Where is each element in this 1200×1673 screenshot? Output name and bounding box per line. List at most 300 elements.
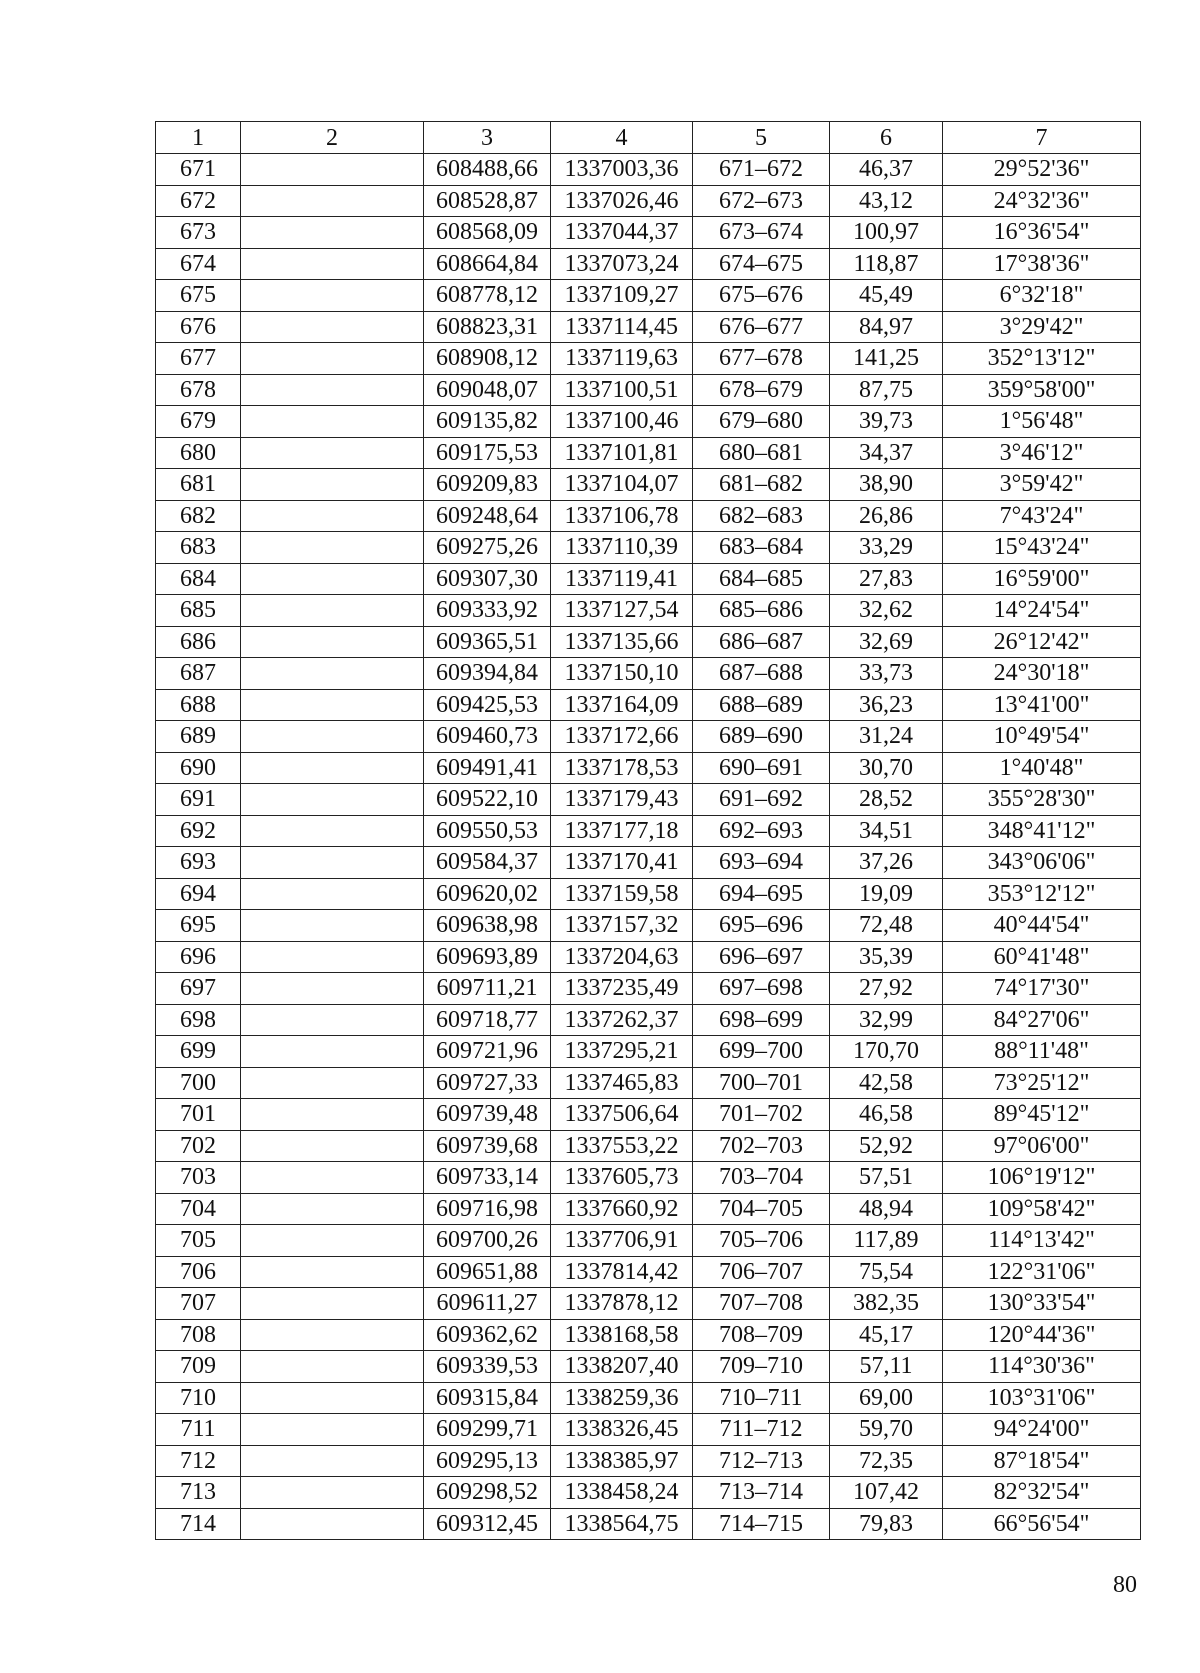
- cell-segment: 679–680: [693, 406, 830, 438]
- cell-col-2: [241, 1477, 424, 1509]
- cell-segment: 706–707: [693, 1256, 830, 1288]
- cell-y-coordinate: 1337178,53: [551, 752, 693, 784]
- cell-x-coordinate: 608823,31: [424, 311, 551, 343]
- table-body: [156, 154, 1141, 1540]
- cell-bearing: 130°33'54": [943, 1288, 1141, 1320]
- cell-bearing: 343°06'06": [943, 847, 1141, 879]
- cell-bearing: 26°12'42": [943, 626, 1141, 658]
- cell-point-number: 682: [156, 500, 241, 532]
- cell-col-2: [241, 217, 424, 249]
- cell-bearing: 103°31'06": [943, 1382, 1141, 1414]
- cell-length: 382,35: [830, 1288, 943, 1320]
- cell-segment: 674–675: [693, 248, 830, 280]
- cell-point-number: 710: [156, 1382, 241, 1414]
- cell-segment: 714–715: [693, 1508, 830, 1540]
- cell-col-2: [241, 469, 424, 501]
- cell-x-coordinate: 609275,26: [424, 532, 551, 564]
- cell-segment: 712–713: [693, 1445, 830, 1477]
- table-row: [156, 217, 1141, 249]
- cell-col-2: [241, 437, 424, 469]
- header-col-7: 7: [943, 122, 1141, 154]
- table-row: [156, 1162, 1141, 1194]
- cell-bearing: 66°56'54": [943, 1508, 1141, 1540]
- cell-segment: 705–706: [693, 1225, 830, 1257]
- cell-y-coordinate: 1337262,37: [551, 1004, 693, 1036]
- cell-y-coordinate: 1337026,46: [551, 185, 693, 217]
- cell-bearing: 17°38'36": [943, 248, 1141, 280]
- cell-length: 31,24: [830, 721, 943, 753]
- cell-point-number: 684: [156, 563, 241, 595]
- cell-x-coordinate: 609700,26: [424, 1225, 551, 1257]
- cell-col-2: [241, 374, 424, 406]
- cell-segment: 707–708: [693, 1288, 830, 1320]
- table-row: [156, 1319, 1141, 1351]
- cell-x-coordinate: 609550,53: [424, 815, 551, 847]
- cell-length: 27,92: [830, 973, 943, 1005]
- cell-x-coordinate: 609048,07: [424, 374, 551, 406]
- page-number: 80: [1113, 1572, 1137, 1598]
- cell-bearing: 114°30'36": [943, 1351, 1141, 1383]
- cell-bearing: 13°41'00": [943, 689, 1141, 721]
- cell-point-number: 685: [156, 595, 241, 627]
- cell-bearing: 6°32'18": [943, 280, 1141, 312]
- cell-segment: 680–681: [693, 437, 830, 469]
- cell-col-2: [241, 1351, 424, 1383]
- table-row: [156, 374, 1141, 406]
- cell-col-2: [241, 1319, 424, 1351]
- cell-bearing: 16°59'00": [943, 563, 1141, 595]
- cell-length: 28,52: [830, 784, 943, 816]
- cell-x-coordinate: 608488,66: [424, 154, 551, 186]
- cell-length: 57,51: [830, 1162, 943, 1194]
- header-col-2: 2: [241, 122, 424, 154]
- cell-bearing: 1°56'48": [943, 406, 1141, 438]
- table-row: [156, 1414, 1141, 1446]
- cell-y-coordinate: 1337172,66: [551, 721, 693, 753]
- table-row: [156, 532, 1141, 564]
- cell-length: 35,39: [830, 941, 943, 973]
- cell-bearing: 60°41'48": [943, 941, 1141, 973]
- cell-length: 34,37: [830, 437, 943, 469]
- cell-x-coordinate: 609299,71: [424, 1414, 551, 1446]
- cell-col-2: [241, 784, 424, 816]
- cell-y-coordinate: 1337179,43: [551, 784, 693, 816]
- cell-segment: 696–697: [693, 941, 830, 973]
- cell-y-coordinate: 1337465,83: [551, 1067, 693, 1099]
- cell-col-2: [241, 1162, 424, 1194]
- cell-segment: 704–705: [693, 1193, 830, 1225]
- table-row: [156, 343, 1141, 375]
- cell-point-number: 692: [156, 815, 241, 847]
- cell-bearing: 1°40'48": [943, 752, 1141, 784]
- cell-y-coordinate: 1337170,41: [551, 847, 693, 879]
- cell-point-number: 698: [156, 1004, 241, 1036]
- cell-segment: 672–673: [693, 185, 830, 217]
- cell-segment: 687–688: [693, 658, 830, 690]
- cell-col-2: [241, 406, 424, 438]
- cell-length: 69,00: [830, 1382, 943, 1414]
- cell-col-2: [241, 1288, 424, 1320]
- cell-segment: 688–689: [693, 689, 830, 721]
- cell-bearing: 10°49'54": [943, 721, 1141, 753]
- cell-y-coordinate: 1338385,97: [551, 1445, 693, 1477]
- cell-point-number: 702: [156, 1130, 241, 1162]
- cell-length: 84,97: [830, 311, 943, 343]
- cell-point-number: 697: [156, 973, 241, 1005]
- table-header: [156, 122, 1141, 154]
- cell-col-2: [241, 563, 424, 595]
- cell-length: 33,73: [830, 658, 943, 690]
- table-row: [156, 1067, 1141, 1099]
- cell-y-coordinate: 1337605,73: [551, 1162, 693, 1194]
- cell-y-coordinate: 1338259,36: [551, 1382, 693, 1414]
- cell-point-number: 688: [156, 689, 241, 721]
- cell-segment: 691–692: [693, 784, 830, 816]
- cell-segment: 684–685: [693, 563, 830, 595]
- cell-segment: 702–703: [693, 1130, 830, 1162]
- cell-length: 30,70: [830, 752, 943, 784]
- table-row: [156, 1288, 1141, 1320]
- table-row: [156, 1382, 1141, 1414]
- cell-bearing: 24°32'36": [943, 185, 1141, 217]
- cell-length: 52,92: [830, 1130, 943, 1162]
- cell-segment: 697–698: [693, 973, 830, 1005]
- cell-length: 107,42: [830, 1477, 943, 1509]
- cell-point-number: 679: [156, 406, 241, 438]
- cell-segment: 689–690: [693, 721, 830, 753]
- header-col-5: 5: [693, 122, 830, 154]
- cell-col-2: [241, 658, 424, 690]
- cell-x-coordinate: 609721,96: [424, 1036, 551, 1068]
- cell-x-coordinate: 609611,27: [424, 1288, 551, 1320]
- cell-col-2: [241, 280, 424, 312]
- table-row: [156, 658, 1141, 690]
- cell-y-coordinate: 1337295,21: [551, 1036, 693, 1068]
- cell-length: 38,90: [830, 469, 943, 501]
- cell-bearing: 14°24'54": [943, 595, 1141, 627]
- table-row: [156, 941, 1141, 973]
- cell-segment: 713–714: [693, 1477, 830, 1509]
- cell-bearing: 89°45'12": [943, 1099, 1141, 1131]
- cell-point-number: 691: [156, 784, 241, 816]
- cell-length: 34,51: [830, 815, 943, 847]
- cell-x-coordinate: 608528,87: [424, 185, 551, 217]
- table-row: [156, 1256, 1141, 1288]
- cell-segment: 683–684: [693, 532, 830, 564]
- cell-y-coordinate: 1337119,63: [551, 343, 693, 375]
- cell-point-number: 686: [156, 626, 241, 658]
- cell-col-2: [241, 500, 424, 532]
- cell-y-coordinate: 1337204,63: [551, 941, 693, 973]
- cell-length: 32,99: [830, 1004, 943, 1036]
- cell-segment: 698–699: [693, 1004, 830, 1036]
- cell-x-coordinate: 609362,62: [424, 1319, 551, 1351]
- cell-segment: 700–701: [693, 1067, 830, 1099]
- table-row: [156, 154, 1141, 186]
- cell-y-coordinate: 1337553,22: [551, 1130, 693, 1162]
- table-row: [156, 1351, 1141, 1383]
- cell-bearing: 29°52'36": [943, 154, 1141, 186]
- table-row: [156, 280, 1141, 312]
- header-col-1: 1: [156, 122, 241, 154]
- cell-col-2: [241, 973, 424, 1005]
- cell-y-coordinate: 1337164,09: [551, 689, 693, 721]
- cell-x-coordinate: 608568,09: [424, 217, 551, 249]
- cell-x-coordinate: 609365,51: [424, 626, 551, 658]
- cell-y-coordinate: 1337119,41: [551, 563, 693, 595]
- cell-y-coordinate: 1337878,12: [551, 1288, 693, 1320]
- cell-col-2: [241, 311, 424, 343]
- cell-y-coordinate: 1337044,37: [551, 217, 693, 249]
- cell-col-2: [241, 847, 424, 879]
- cell-bearing: 106°19'12": [943, 1162, 1141, 1194]
- cell-segment: 703–704: [693, 1162, 830, 1194]
- cell-point-number: 705: [156, 1225, 241, 1257]
- table-row: [156, 311, 1141, 343]
- cell-y-coordinate: 1337073,24: [551, 248, 693, 280]
- cell-point-number: 672: [156, 185, 241, 217]
- cell-col-2: [241, 941, 424, 973]
- cell-col-2: [241, 1382, 424, 1414]
- cell-bearing: 97°06'00": [943, 1130, 1141, 1162]
- cell-bearing: 74°17'30": [943, 973, 1141, 1005]
- table-row: [156, 437, 1141, 469]
- cell-bearing: 3°29'42": [943, 311, 1141, 343]
- cell-length: 57,11: [830, 1351, 943, 1383]
- cell-point-number: 673: [156, 217, 241, 249]
- table-row: [156, 595, 1141, 627]
- cell-point-number: 699: [156, 1036, 241, 1068]
- cell-bearing: 88°11'48": [943, 1036, 1141, 1068]
- cell-col-2: [241, 154, 424, 186]
- cell-x-coordinate: 609298,52: [424, 1477, 551, 1509]
- cell-point-number: 693: [156, 847, 241, 879]
- cell-x-coordinate: 609584,37: [424, 847, 551, 879]
- cell-col-2: [241, 595, 424, 627]
- cell-length: 59,70: [830, 1414, 943, 1446]
- cell-col-2: [241, 1445, 424, 1477]
- table-row: [156, 1004, 1141, 1036]
- header-row: [156, 122, 1141, 154]
- table-row: [156, 1193, 1141, 1225]
- cell-point-number: 690: [156, 752, 241, 784]
- cell-bearing: 24°30'18": [943, 658, 1141, 690]
- cell-length: 117,89: [830, 1225, 943, 1257]
- cell-x-coordinate: 609739,48: [424, 1099, 551, 1131]
- cell-segment: 692–693: [693, 815, 830, 847]
- table-row: [156, 563, 1141, 595]
- cell-y-coordinate: 1338326,45: [551, 1414, 693, 1446]
- cell-bearing: 73°25'12": [943, 1067, 1141, 1099]
- cell-y-coordinate: 1337660,92: [551, 1193, 693, 1225]
- cell-y-coordinate: 1337114,45: [551, 311, 693, 343]
- table-row: [156, 1225, 1141, 1257]
- cell-x-coordinate: 609620,02: [424, 878, 551, 910]
- cell-length: 27,83: [830, 563, 943, 595]
- cell-col-2: [241, 1067, 424, 1099]
- cell-y-coordinate: 1338564,75: [551, 1508, 693, 1540]
- cell-point-number: 694: [156, 878, 241, 910]
- cell-x-coordinate: 609175,53: [424, 437, 551, 469]
- cell-segment: 695–696: [693, 910, 830, 942]
- table-row: [156, 626, 1141, 658]
- cell-col-2: [241, 343, 424, 375]
- cell-segment: 709–710: [693, 1351, 830, 1383]
- coordinates-table: [155, 121, 1141, 1540]
- cell-y-coordinate: 1337814,42: [551, 1256, 693, 1288]
- table-row: [156, 689, 1141, 721]
- cell-x-coordinate: 608664,84: [424, 248, 551, 280]
- cell-col-2: [241, 752, 424, 784]
- cell-point-number: 681: [156, 469, 241, 501]
- cell-point-number: 687: [156, 658, 241, 690]
- cell-point-number: 707: [156, 1288, 241, 1320]
- cell-bearing: 15°43'24": [943, 532, 1141, 564]
- cell-point-number: 711: [156, 1414, 241, 1446]
- cell-bearing: 122°31'06": [943, 1256, 1141, 1288]
- cell-bearing: 348°41'12": [943, 815, 1141, 847]
- cell-length: 79,83: [830, 1508, 943, 1540]
- cell-length: 48,94: [830, 1193, 943, 1225]
- cell-x-coordinate: 609693,89: [424, 941, 551, 973]
- cell-length: 36,23: [830, 689, 943, 721]
- cell-y-coordinate: 1337157,32: [551, 910, 693, 942]
- table-row: [156, 185, 1141, 217]
- cell-y-coordinate: 1337127,54: [551, 595, 693, 627]
- cell-col-2: [241, 532, 424, 564]
- table-row: [156, 847, 1141, 879]
- cell-point-number: 696: [156, 941, 241, 973]
- table-row: [156, 1130, 1141, 1162]
- cell-bearing: 94°24'00": [943, 1414, 1141, 1446]
- cell-y-coordinate: 1337104,07: [551, 469, 693, 501]
- cell-point-number: 689: [156, 721, 241, 753]
- cell-length: 45,49: [830, 280, 943, 312]
- cell-y-coordinate: 1337159,58: [551, 878, 693, 910]
- header-col-6: 6: [830, 122, 943, 154]
- cell-y-coordinate: 1337135,66: [551, 626, 693, 658]
- cell-point-number: 678: [156, 374, 241, 406]
- cell-segment: 701–702: [693, 1099, 830, 1131]
- cell-col-2: [241, 1099, 424, 1131]
- cell-bearing: 109°58'42": [943, 1193, 1141, 1225]
- cell-x-coordinate: 609425,53: [424, 689, 551, 721]
- cell-bearing: 120°44'36": [943, 1319, 1141, 1351]
- table-row: [156, 500, 1141, 532]
- cell-col-2: [241, 1414, 424, 1446]
- cell-x-coordinate: 609651,88: [424, 1256, 551, 1288]
- cell-length: 26,86: [830, 500, 943, 532]
- cell-length: 32,69: [830, 626, 943, 658]
- cell-length: 170,70: [830, 1036, 943, 1068]
- cell-point-number: 700: [156, 1067, 241, 1099]
- cell-x-coordinate: 608778,12: [424, 280, 551, 312]
- cell-y-coordinate: 1337003,36: [551, 154, 693, 186]
- cell-point-number: 706: [156, 1256, 241, 1288]
- cell-x-coordinate: 609491,41: [424, 752, 551, 784]
- cell-col-2: [241, 815, 424, 847]
- cell-x-coordinate: 609739,68: [424, 1130, 551, 1162]
- cell-segment: 671–672: [693, 154, 830, 186]
- cell-col-2: [241, 248, 424, 280]
- cell-y-coordinate: 1337110,39: [551, 532, 693, 564]
- cell-segment: 711–712: [693, 1414, 830, 1446]
- cell-segment: 693–694: [693, 847, 830, 879]
- cell-col-2: [241, 878, 424, 910]
- cell-x-coordinate: 608908,12: [424, 343, 551, 375]
- cell-segment: 676–677: [693, 311, 830, 343]
- cell-y-coordinate: 1337506,64: [551, 1099, 693, 1131]
- cell-point-number: 671: [156, 154, 241, 186]
- cell-x-coordinate: 609312,45: [424, 1508, 551, 1540]
- cell-point-number: 701: [156, 1099, 241, 1131]
- cell-bearing: 3°46'12": [943, 437, 1141, 469]
- cell-y-coordinate: 1337706,91: [551, 1225, 693, 1257]
- cell-length: 75,54: [830, 1256, 943, 1288]
- table-row: [156, 752, 1141, 784]
- cell-col-2: [241, 185, 424, 217]
- cell-bearing: 16°36'54": [943, 217, 1141, 249]
- cell-length: 43,12: [830, 185, 943, 217]
- cell-point-number: 680: [156, 437, 241, 469]
- cell-col-2: [241, 1130, 424, 1162]
- table-row: [156, 1036, 1141, 1068]
- cell-segment: 682–683: [693, 500, 830, 532]
- cell-col-2: [241, 910, 424, 942]
- table-row: [156, 1508, 1141, 1540]
- cell-x-coordinate: 609307,30: [424, 563, 551, 595]
- cell-x-coordinate: 609727,33: [424, 1067, 551, 1099]
- cell-x-coordinate: 609209,83: [424, 469, 551, 501]
- cell-length: 118,87: [830, 248, 943, 280]
- cell-col-2: [241, 1256, 424, 1288]
- cell-length: 33,29: [830, 532, 943, 564]
- cell-bearing: 355°28'30": [943, 784, 1141, 816]
- table-row: [156, 1445, 1141, 1477]
- cell-x-coordinate: 609333,92: [424, 595, 551, 627]
- cell-x-coordinate: 609295,13: [424, 1445, 551, 1477]
- cell-y-coordinate: 1337100,51: [551, 374, 693, 406]
- table-row: [156, 248, 1141, 280]
- cell-bearing: 7°43'24": [943, 500, 1141, 532]
- cell-point-number: 712: [156, 1445, 241, 1477]
- cell-length: 72,35: [830, 1445, 943, 1477]
- cell-col-2: [241, 1036, 424, 1068]
- cell-segment: 675–676: [693, 280, 830, 312]
- cell-y-coordinate: 1337177,18: [551, 815, 693, 847]
- cell-segment: 681–682: [693, 469, 830, 501]
- cell-point-number: 708: [156, 1319, 241, 1351]
- cell-x-coordinate: 609315,84: [424, 1382, 551, 1414]
- cell-bearing: 87°18'54": [943, 1445, 1141, 1477]
- cell-x-coordinate: 609718,77: [424, 1004, 551, 1036]
- cell-segment: 699–700: [693, 1036, 830, 1068]
- cell-y-coordinate: 1337109,27: [551, 280, 693, 312]
- cell-segment: 708–709: [693, 1319, 830, 1351]
- cell-length: 39,73: [830, 406, 943, 438]
- cell-x-coordinate: 609135,82: [424, 406, 551, 438]
- cell-segment: 710–711: [693, 1382, 830, 1414]
- cell-x-coordinate: 609339,53: [424, 1351, 551, 1383]
- cell-point-number: 714: [156, 1508, 241, 1540]
- cell-point-number: 713: [156, 1477, 241, 1509]
- cell-bearing: 40°44'54": [943, 910, 1141, 942]
- cell-segment: 690–691: [693, 752, 830, 784]
- table-row: [156, 406, 1141, 438]
- cell-point-number: 695: [156, 910, 241, 942]
- cell-x-coordinate: 609522,10: [424, 784, 551, 816]
- cell-point-number: 704: [156, 1193, 241, 1225]
